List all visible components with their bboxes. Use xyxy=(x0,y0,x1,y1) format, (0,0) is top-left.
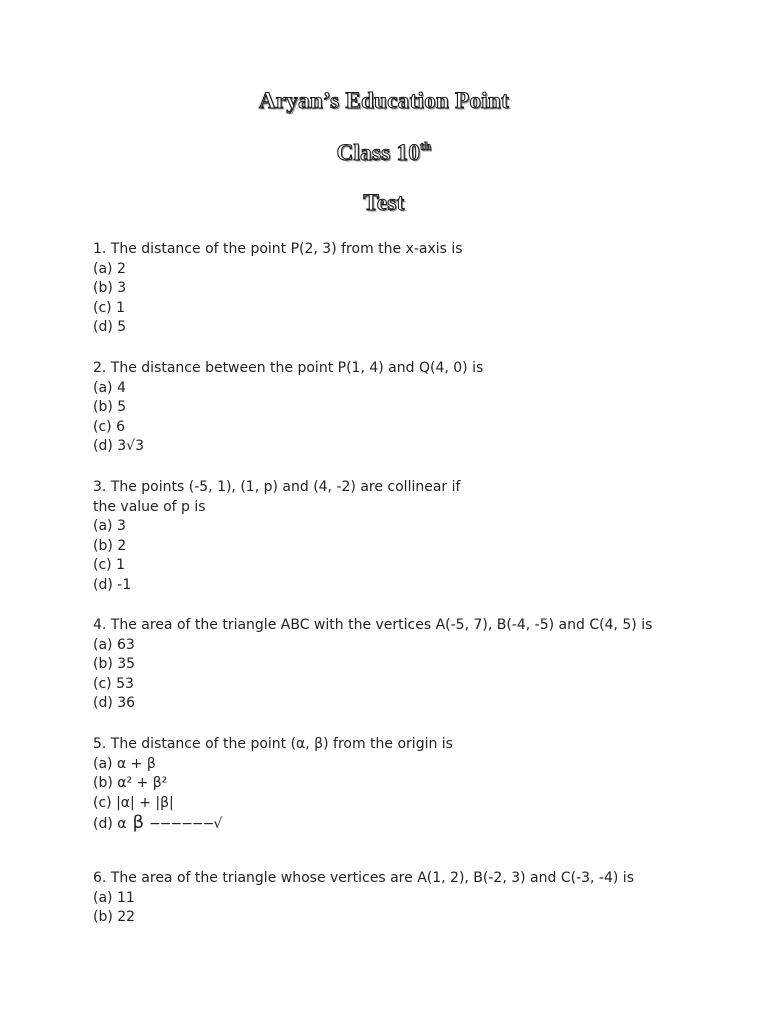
option-c: (c) 6 xyxy=(93,418,125,435)
option-d-prefix: (d) α xyxy=(93,816,127,832)
option-d: (d) 5 xyxy=(93,319,127,335)
option-c: (c) 53 xyxy=(93,675,134,692)
question-stem: 5. The distance of the point (α, β) from the origin is xyxy=(93,736,453,752)
test-heading xyxy=(0,190,768,216)
option-d: (d) -1 xyxy=(93,576,132,593)
question-6 xyxy=(93,869,713,928)
option-a: (a) 4 xyxy=(93,379,126,396)
class-superscript: th xyxy=(420,139,432,153)
option-c: (c) 1 xyxy=(93,299,125,316)
question-stem: 1. The distance of the point P(2, 3) from the x-axis is xyxy=(93,241,463,257)
option-d-radical: −−−−−−√ xyxy=(149,816,222,832)
title-text: Aryan’s Education Point xyxy=(258,88,510,113)
option-c: (c) |α| + |β| xyxy=(93,794,174,811)
option-b: (b) 35 xyxy=(93,656,136,672)
question-stem: 6. The area of the triangle whose vertices are A(1, 2), B(-2, 3) and C(-3, -4) is xyxy=(93,870,634,886)
option-a: (a) 11 xyxy=(93,889,135,906)
option-b: (b) 2 xyxy=(93,537,127,554)
option-b: (b) 5 xyxy=(93,399,127,415)
question-1 xyxy=(93,240,713,338)
option-d: (d) 36 xyxy=(93,695,136,711)
option-a: (a) 63 xyxy=(93,636,135,653)
option-d-beta: β xyxy=(132,812,144,833)
option-d: (d) 3√3 xyxy=(93,438,144,454)
option-a: (a) α + β xyxy=(93,755,156,772)
option-a: (a) 2 xyxy=(93,260,126,277)
option-b: (b) 3 xyxy=(93,280,127,296)
test-label: Test xyxy=(363,190,405,215)
question-3 xyxy=(93,478,713,595)
question-5 xyxy=(93,735,713,835)
question-stem: 3. The points (-5, 1), (1, p) and (4, -2) are collinear if xyxy=(93,479,461,495)
option-b: (b) α² + β² xyxy=(93,775,168,791)
class-heading xyxy=(0,139,768,166)
option-b: (b) 22 xyxy=(93,909,136,925)
document-title xyxy=(0,88,768,114)
option-a: (a) 3 xyxy=(93,518,126,534)
question-stem-continued: the value of p is xyxy=(93,498,206,515)
option-c: (c) 1 xyxy=(93,557,125,573)
question-stem: 4. The area of the triangle ABC with the vertices A(-5, 7), B(-4, -5) and C(4, 5) is xyxy=(93,617,653,633)
class-text: Class 10 xyxy=(336,140,421,165)
option-d xyxy=(93,813,713,835)
question-stem: 2. The distance between the point P(1, 4) and Q(4, 0) is xyxy=(93,360,484,376)
question-4 xyxy=(93,616,713,714)
question-2 xyxy=(93,359,713,457)
